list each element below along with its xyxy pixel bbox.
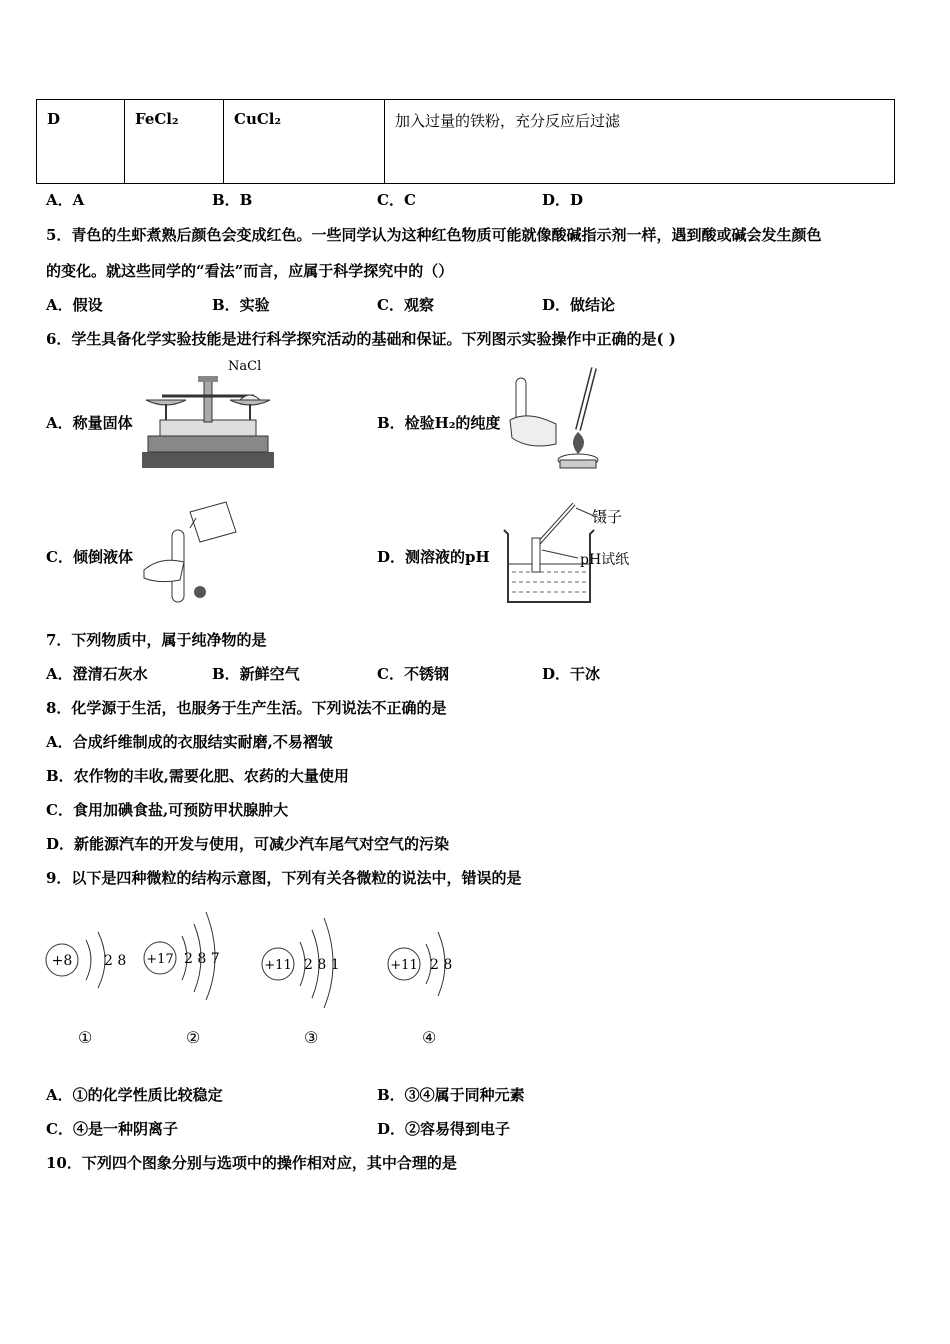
q6-option-c: C．倾倒液体 bbox=[46, 548, 133, 566]
q7-stem: 7．下列物质中，属于纯净物的是 bbox=[46, 631, 267, 649]
particle-4-shells: 2 8 bbox=[430, 957, 453, 973]
q5-option-c: C．观察 bbox=[377, 296, 434, 314]
ph-paper-label: pH试纸 bbox=[580, 552, 630, 568]
particle-diagram-4 bbox=[384, 914, 464, 1004]
q9-option-d: D．②容易得到电子 bbox=[377, 1120, 511, 1138]
q6-option-b: B．检验H₂的纯度 bbox=[377, 414, 501, 432]
particle-diagram-2 bbox=[138, 900, 238, 1000]
pouring-liquid-illustration bbox=[140, 500, 242, 606]
tweezers-label: 镊子 bbox=[592, 508, 623, 526]
particle-1-shells: 2 8 bbox=[104, 953, 127, 969]
particle-4-nucleus: +11 bbox=[390, 958, 418, 973]
table-cell-method: 加入过量的铁粉，充分反应后过滤 bbox=[395, 112, 621, 130]
particle-3-nucleus: +11 bbox=[264, 958, 292, 973]
table-cell-substance: FeCl₂ bbox=[125, 100, 224, 183]
q8-option-d: D．新能源汽车的开发与使用，可减少汽车尾气对空气的污染 bbox=[46, 835, 450, 853]
q7-option-b: B．新鲜空气 bbox=[212, 665, 300, 683]
particle-diagram-1 bbox=[40, 910, 140, 1000]
ph-test-illustration bbox=[498, 494, 636, 606]
particle-4-label: ④ bbox=[422, 1028, 437, 1047]
q7-option-c: C．不锈钢 bbox=[377, 665, 449, 683]
q9-stem: 9．以下是四种微粒的结构示意图，下列有关各微粒的说法中，错误的是 bbox=[46, 869, 522, 887]
nacl-label: NaCl bbox=[228, 359, 262, 374]
q9-option-c: C．④是一种阴离子 bbox=[46, 1120, 178, 1138]
q4-option-c: C．C bbox=[377, 191, 416, 209]
q5-stem-line1: 5．青色的生虾煮熟后颜色会变成红色。一些同学认为这种红色物质可能就像酸碱指示剂一样，遇到酸或碱会发生颜色 bbox=[46, 226, 822, 244]
particle-1-nucleus: +8 bbox=[51, 953, 73, 969]
q8-option-b: B．农作物的丰收,需要化肥、农药的大量使用 bbox=[46, 767, 349, 785]
q8-stem: 8．化学源于生活，也服务于生产生活。下列说法不正确的是 bbox=[46, 699, 447, 717]
q5-stem-line2: 的变化。就这些同学的“看法”而言，应属于科学探究中的（） bbox=[46, 262, 454, 280]
q9-option-b: B．③④属于同种元素 bbox=[377, 1086, 525, 1104]
q7-option-a: A．澄清石灰水 bbox=[46, 665, 148, 683]
q4-option-d: D．D bbox=[542, 191, 584, 209]
particle-3-shells: 2 8 1 bbox=[304, 957, 340, 973]
balance-scale-illustration bbox=[140, 358, 276, 470]
particle-3-label: ③ bbox=[304, 1028, 319, 1047]
q10-stem: 10．下列四个图象分别与选项中的操作相对应，其中合理的是 bbox=[46, 1154, 457, 1172]
q9-option-a: A．①的化学性质比较稳定 bbox=[46, 1086, 223, 1104]
answer-table-row bbox=[36, 99, 895, 184]
q6-option-d: D．测溶液的pH bbox=[377, 548, 490, 566]
q6-option-a: A．称量固体 bbox=[46, 414, 133, 432]
particle-1-label: ① bbox=[78, 1028, 93, 1047]
particle-2-label: ② bbox=[186, 1028, 201, 1047]
q5-option-d: D．做结论 bbox=[542, 296, 616, 314]
particle-2-shells: 2 8 7 bbox=[184, 951, 220, 967]
table-cell-impurity: CuCl₂ bbox=[224, 100, 385, 183]
q6-stem: 6．学生具备化学实验技能是进行科学探究活动的基础和保证。下列图示实验操作中正确的是( ) bbox=[46, 330, 676, 348]
q8-option-c: C．食用加碘食盐,可预防甲状腺肿大 bbox=[46, 801, 289, 819]
q5-option-b: B．实验 bbox=[212, 296, 270, 314]
q8-option-a: A．合成纤维制成的衣服结实耐磨,不易褶皱 bbox=[46, 733, 333, 751]
hydrogen-purity-test-illustration bbox=[508, 360, 610, 472]
particle-diagram-3 bbox=[256, 908, 356, 1008]
particle-2-nucleus: +17 bbox=[146, 952, 174, 967]
q7-option-d: D．干冰 bbox=[542, 665, 601, 683]
q5-option-a: A．假设 bbox=[46, 296, 103, 314]
q4-option-b: B．B bbox=[212, 191, 253, 209]
q4-option-a: A．A bbox=[46, 191, 85, 209]
table-cell-option: D bbox=[37, 100, 125, 183]
